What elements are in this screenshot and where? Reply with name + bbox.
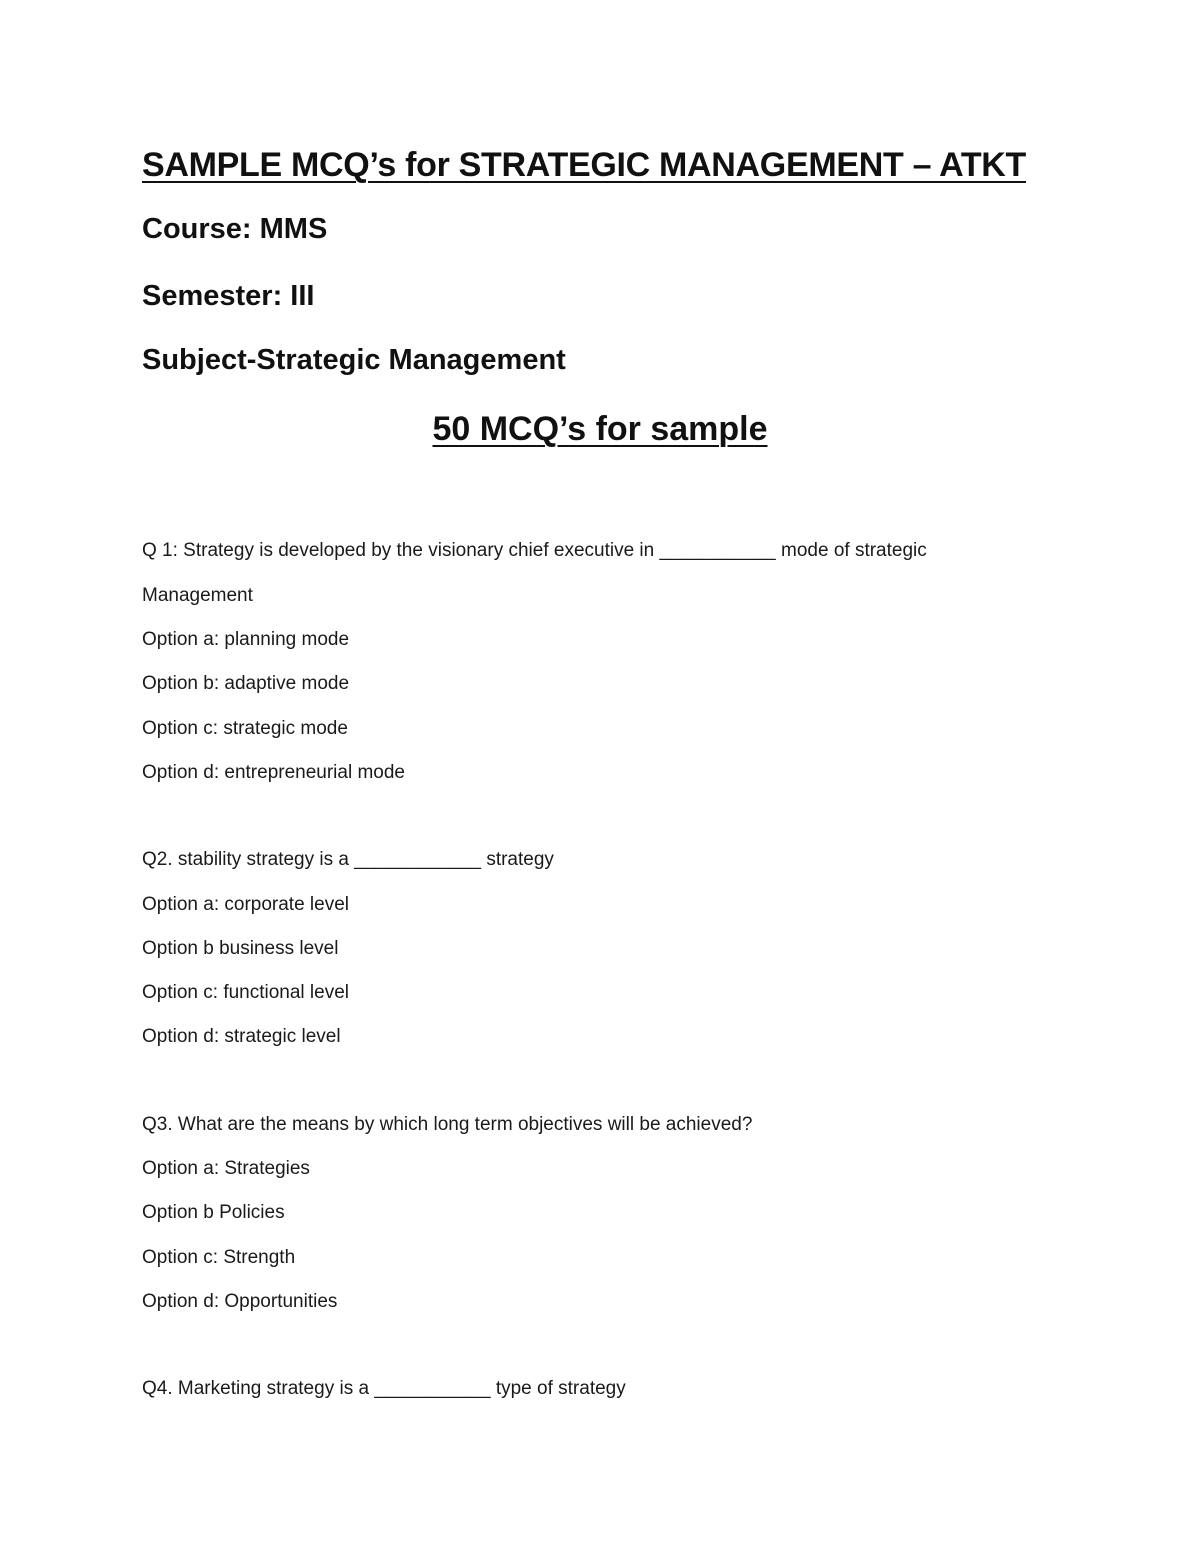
document-subtitle: 50 MCQ’s for sample <box>432 410 768 448</box>
semester-heading: Semester: III <box>142 280 315 312</box>
question-2-option-c: Option c: functional level <box>142 982 350 1003</box>
question-1-option-c: Option c: strategic mode <box>142 718 348 739</box>
question-1-option-a: Option a: planning mode <box>142 629 350 650</box>
question-3-option-a: Option a: Strategies <box>142 1158 310 1179</box>
question-1-option-d: Option d: entrepreneurial mode <box>142 762 405 783</box>
question-2-text: Q2. stability strategy is a ____________ strategy <box>142 849 554 870</box>
question-2-option-d: Option d: strategic level <box>142 1026 341 1047</box>
question-1-text-continued: Management <box>142 585 253 606</box>
question-3-option-c: Option c: Strength <box>142 1247 296 1268</box>
question-3-option-d: Option d: Opportunities <box>142 1291 338 1312</box>
question-1-text: Q 1: Strategy is developed by the visionary chief executive in ___________ mode of strategic <box>142 540 927 561</box>
question-2-option-b: Option b business level <box>142 938 339 959</box>
question-4-text: Q4. Marketing strategy is a ___________ type of strategy <box>142 1378 626 1399</box>
question-1-option-b: Option b: adaptive mode <box>142 673 350 694</box>
course-heading: Course: MMS <box>142 213 328 245</box>
document-title: SAMPLE MCQ’s for STRATEGIC MANAGEMENT – ATKT <box>142 146 1027 184</box>
question-3-text: Q3. What are the means by which long term objectives will be achieved? <box>142 1114 753 1135</box>
subject-heading: Subject-Strategic Management <box>142 344 566 376</box>
question-2-option-a: Option a: corporate level <box>142 894 350 915</box>
question-3-option-b: Option b Policies <box>142 1202 285 1223</box>
